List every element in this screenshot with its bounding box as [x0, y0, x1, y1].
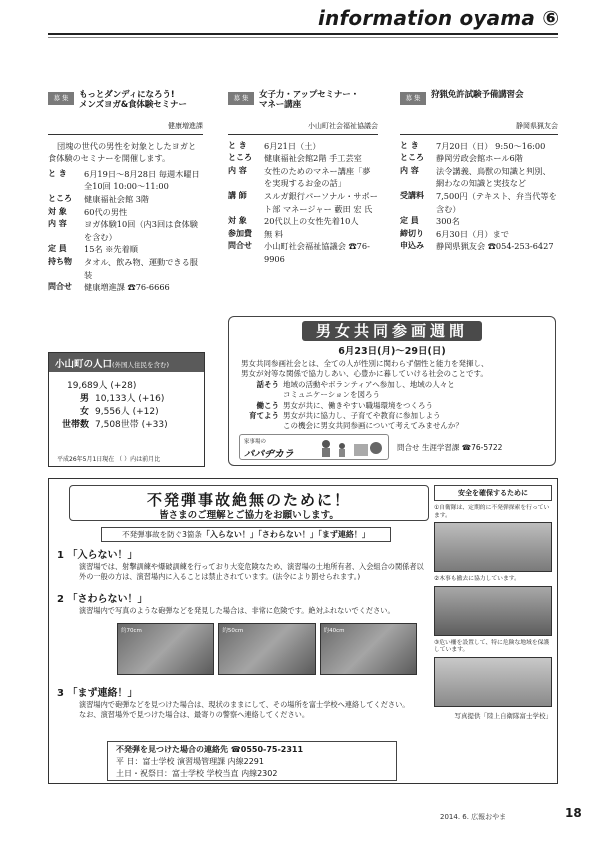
- row-label: 問合せ: [228, 241, 252, 251]
- row-label: ところ: [228, 153, 252, 163]
- row-label: 締切り: [400, 228, 424, 238]
- row-label: と き: [400, 140, 419, 150]
- papa-power-logo: 家事場の パパヂカラ: [239, 434, 389, 460]
- row-value: 無 料: [264, 228, 283, 239]
- recruit-tag: 募 集: [228, 92, 254, 105]
- population-female: 9,556人 (+12): [95, 407, 159, 417]
- yoga-seminar-article: [48, 90, 203, 294]
- footer-issue: 2014. 6. 広報おやま: [440, 813, 507, 821]
- article-title: 女子力・アップセミナー・ マネー講座: [259, 90, 360, 111]
- shell-photo: 約70cm: [117, 623, 214, 675]
- row-label: 申込み: [400, 241, 424, 251]
- row-label: ところ: [400, 153, 424, 163]
- population-male: 10,133人 (+16): [95, 394, 165, 404]
- rule-2: 2 「さわらない！」 演習場内で写真のような砲弾などを発見した場合は、非常に危険です。絶対ふれないでください。: [57, 594, 395, 615]
- equality-text: 男女共同参画社会とは、全ての人が性別に関わらず個性と能力を発揮し、 男女が対等な関係で協力しあい、心豊かに暮していける社会のことです。 話そう 地域の活動やボランティアへ参加し、地域の人々と コミュニケーションを図ろう 働こう 男女が共に、働きやすい職場環境をつくろう 育てよう 男女が共に協力し、子育てや教育に参加しよう この機会に男女共同参画について考えてみませんか？: [241, 359, 489, 431]
- row-value: ヨガ体験10回（内3回は食体験を含む）: [84, 219, 198, 242]
- row-label: 参加費: [228, 228, 252, 238]
- family-illustration-icon: [318, 438, 386, 458]
- ordnance-banner: [69, 485, 429, 521]
- ordnance-photos: [117, 623, 417, 675]
- population-total: 19,689人 (+28): [67, 381, 137, 391]
- shell-photo: 約50cm: [218, 623, 315, 675]
- row-value: 小山町社会福祉協議会 ☎76-9906: [264, 241, 370, 264]
- row-label: 定 員: [400, 216, 419, 226]
- row-value: スルガ銀行パーソナル・サポート部 マネージャー 藪田 宏 氏: [264, 190, 378, 214]
- population-box: 小山町の人口(外国人住民を含む) 19,689人 (+28) 男 10,133人 (+16) 女 9,556人 (+12) 世帯数 7,508世帯 (+33) 平成26年5月1日現在 （ ）内は前月比: [48, 352, 205, 467]
- population-note: 平成26年5月1日現在 （ ）内は前月比: [57, 456, 161, 463]
- row-label: 対 象: [48, 206, 67, 216]
- row-label: 内 容: [400, 165, 419, 175]
- row-label: と き: [48, 168, 67, 178]
- money-seminar-article: [228, 90, 378, 266]
- row-value: 健康福祉会館 3階: [84, 193, 150, 204]
- article-intro: 団塊の世代の男性を対象としたヨガと食体験のセミナーを開催します。: [48, 140, 197, 164]
- population-title: 小山町の人口(外国人住民を含む): [49, 353, 204, 372]
- row-label: 持ち物: [48, 256, 72, 266]
- row-label: 内 容: [48, 219, 67, 229]
- row-label: 内 容: [228, 165, 247, 175]
- row-value: 静岡労政会館ホール6階: [436, 153, 523, 164]
- article-organizer: 健康増進課: [48, 120, 203, 135]
- row-value: 静岡県猟友会 ☎054-253-6427: [436, 241, 554, 252]
- row-label: ところ: [48, 193, 72, 203]
- row-label: 問合せ: [48, 282, 72, 292]
- article-title: 狩猟免許試験予備講習会: [431, 90, 524, 100]
- ordnance-contact-box: 不発弾を見つけた場合の連絡先 ☎0550-75-2311 平 日：富士学校 演習場管理課 内線2291 土日・祝祭日：富士学校 学校当直 内線2302: [107, 741, 397, 781]
- row-value: 7月20日（日） 9:50～16:00: [436, 140, 546, 151]
- row-value: 6月21日（土）: [264, 140, 321, 151]
- page-section-title: information oyama ⑥: [318, 6, 560, 30]
- gender-equality-week-box: [228, 316, 556, 466]
- article-title: もっとダンディになろう! メンズヨガ&食体験セミナー: [79, 90, 187, 111]
- safety-photo-panel: 安全を確保するために ①自衛隊は、定期的に不発弾探索を行っています。 ②木事も撤去に協力しています。 ③危い柵を設置して、特に危険な地域を保護しています。 写真提供「陸上自衛隊富士学校」: [434, 485, 552, 720]
- shell-photo: 約40cm: [320, 623, 417, 675]
- equality-date: 6月23日(月)～29日(日): [338, 346, 446, 357]
- removal-photo: [434, 586, 552, 636]
- photo-credit: 写真提供「陸上自衛隊富士学校」: [454, 711, 552, 720]
- recruit-tag: 募 集: [48, 92, 74, 105]
- population-households: 7,508世帯 (+33): [95, 420, 168, 430]
- row-label: 受講料: [400, 190, 424, 200]
- row-label: 講 師: [228, 190, 247, 200]
- row-value: 300名: [436, 216, 460, 227]
- fence-photo: [434, 657, 552, 707]
- row-value: 15名 ※先着順: [84, 244, 138, 255]
- ordnance-subtitle: 皆さまのご理解とご協力をお願いします。: [159, 510, 339, 521]
- row-label: 定 員: [48, 244, 67, 254]
- rule-3: 3 「まず連絡！」 演習場内で砲弾などを見つけた場合は、現状のままにして、その場所を富士学校へ連絡してください。 なお、演習場外で見つけた場合は、最寄りの警察へ連絡してください。: [57, 688, 410, 719]
- row-value: 20代以上の女性先着10人: [264, 216, 359, 227]
- article-organizer: 静岡県猟友会: [400, 120, 558, 135]
- ordnance-safety-box: [48, 478, 558, 784]
- row-value: 女性のためのマネー講座「夢を実現するお金の話」: [264, 165, 371, 189]
- row-label: と き: [228, 140, 247, 150]
- row-value: 7,500円（テキスト、弁当代等を含む）: [436, 190, 557, 214]
- row-value: タオル、飲み物、運動できる服装: [84, 256, 198, 280]
- row-value: 健康増進課 ☎76-6666: [84, 282, 170, 293]
- row-value: 60代の男性: [84, 206, 128, 217]
- header-rule-thin: [48, 37, 558, 38]
- ordnance-title: 不発弾事故絶無のために！: [146, 491, 351, 509]
- row-value: 法令講義、鳥獣の知識と判別、網わなの知識と実技など: [436, 165, 551, 189]
- header-rule: [48, 33, 558, 35]
- equality-title: 男女共同参画週間: [229, 320, 555, 341]
- article-organizer: 小山町社会福祉協議会: [228, 120, 378, 135]
- row-value: 6月30日（月）まで: [436, 228, 509, 239]
- equality-contact: 問合せ 生涯学習課 ☎76-5722: [397, 443, 503, 452]
- recruit-tag: 募 集: [400, 92, 426, 105]
- page-number: 18: [565, 806, 582, 820]
- row-value: 健康福祉会館2階 手工芸室: [264, 153, 362, 164]
- rule-1: 1 「入らない！」 演習場では、射撃訓練や爆破訓練を行っており大変危険なため、演習場の土地所有者、入会組合の関係者以外の一般の方は、演習場内に入ることは禁止されています。(法令により罰せられます。): [57, 550, 424, 581]
- row-label: 対 象: [228, 216, 247, 226]
- row-value: 6月19日～8月28日 毎週木曜日 全10回 10:00～11:00: [84, 168, 200, 192]
- patrol-photo: [434, 522, 552, 572]
- three-rules-box: 不発弾事故を防ぐ3箇条「入らない！」「さわらない！」「まず連絡！」: [101, 527, 391, 542]
- hunting-course-article: [400, 90, 558, 253]
- safety-heading: 安全を確保するために: [434, 485, 552, 501]
